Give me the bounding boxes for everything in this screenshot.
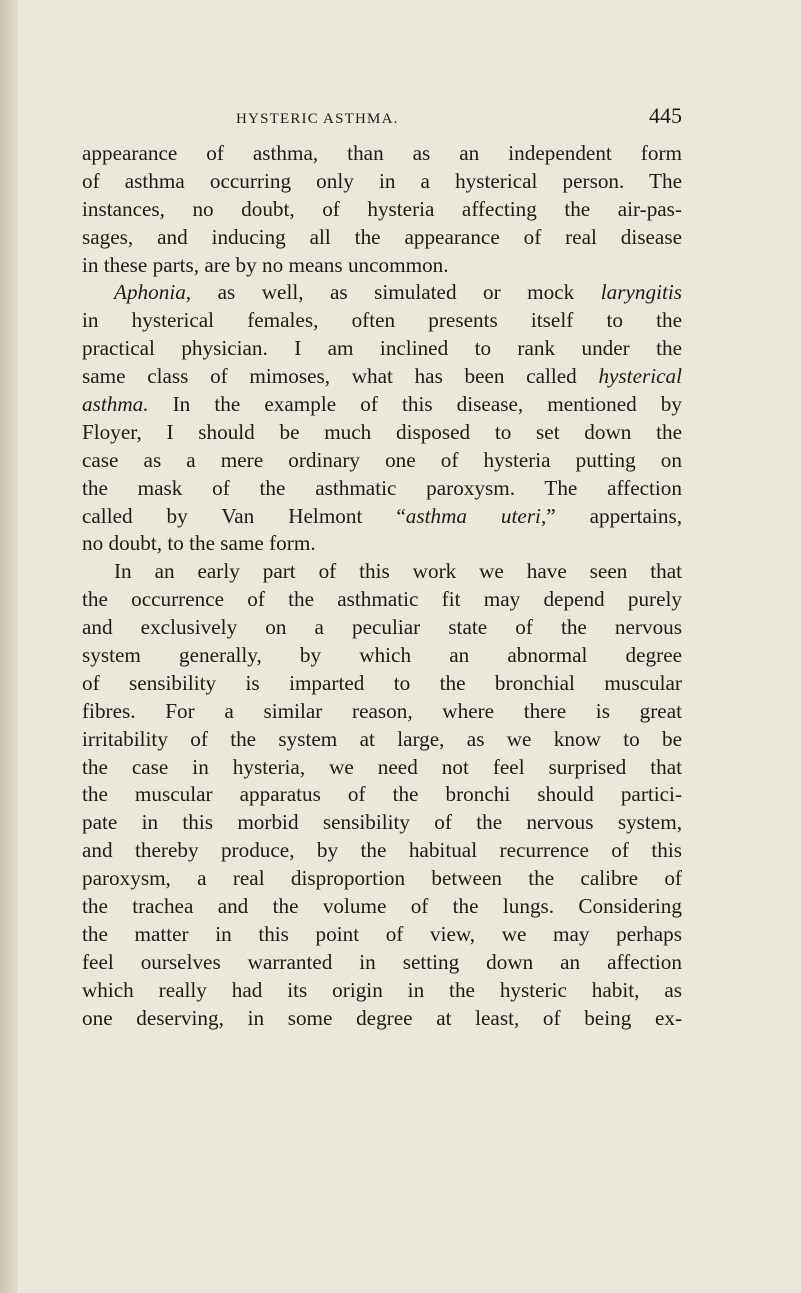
text-line: in hysterical females, often presents itself to the — [82, 308, 682, 333]
text-line: In an early part of this work we have seen that — [114, 559, 682, 584]
text-line: of asthma occurring only in a hysterical person. The — [82, 168, 682, 193]
text-line: same class of mimoses, what has been called hysterical — [82, 364, 682, 389]
page-gutter-shadow — [0, 0, 18, 1293]
text-line: sages, and inducing all the appearance of real disease — [82, 224, 682, 249]
text-line: the mask of the asthmatic paroxysm. The affection — [82, 475, 682, 500]
text-line: no doubt, to the same form. — [82, 531, 316, 556]
text-line: feel ourselves warranted in setting down an affection — [82, 949, 682, 974]
text-line: Aphonia, as well, as simulated or mock laryngitis — [114, 280, 682, 305]
text-line: fibres. For a similar reason, where there is great — [82, 698, 682, 723]
text-line: called by Van Helmont “asthma uteri,” appertains, — [82, 503, 682, 528]
text-line: practical physician. I am inclined to rank under the — [82, 336, 682, 361]
running-head: HYSTERIC ASTHMA. — [236, 111, 399, 127]
text-line: the muscular apparatus of the bronchi should partici- — [82, 782, 682, 807]
text-line: and thereby produce, by the habitual recurrence of this — [82, 838, 682, 863]
text-line: pate in this morbid sensibility of the nervous system, — [82, 810, 682, 835]
text-line: asthma. In the example of this disease, mentioned by — [82, 392, 682, 417]
page-number: 445 — [649, 103, 682, 128]
text-line: the case in hysteria, we need not feel surprised that — [82, 754, 682, 779]
text-line: the occurrence of the asthmatic fit may depend purely — [82, 587, 682, 612]
text-line: the matter in this point of view, we may perhaps — [82, 921, 682, 946]
text-line: the trachea and the volume of the lungs. Considering — [82, 894, 682, 919]
text-line: appearance of asthma, than as an independent form — [82, 141, 682, 165]
text-line: instances, no doubt, of hysteria affecting the air-pas- — [82, 196, 682, 221]
text-line: of sensibility is imparted to the bronchial muscular — [82, 670, 682, 695]
text-line: paroxysm, a real disproportion between the calibre of — [82, 866, 682, 891]
text-line: Floyer, I should be much disposed to set down the — [82, 419, 682, 444]
text-line: in these parts, are by no means uncommon. — [82, 252, 449, 277]
text-line: and exclusively on a peculiar state of the nervous — [82, 615, 682, 640]
text-line: system generally, by which an abnormal degree — [82, 643, 682, 668]
text-line: irritability of the system at large, as we know to be — [82, 726, 682, 751]
text-line: case as a mere ordinary one of hysteria putting on — [82, 447, 682, 472]
page-header — [236, 103, 682, 133]
body-text — [82, 140, 682, 1033]
text-line: which really had its origin in the hysteric habit, as — [82, 977, 682, 1002]
text-line: one deserving, in some degree at least, of being ex- — [82, 1005, 682, 1030]
